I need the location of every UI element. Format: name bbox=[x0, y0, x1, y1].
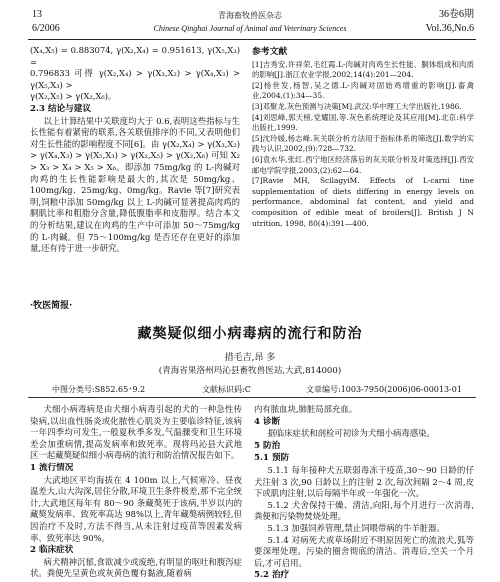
article-authors: 措毛吉,昂 多 bbox=[224, 353, 276, 363]
section-heading: 5 防治 bbox=[254, 440, 281, 451]
reference-item: [7]Ravie MH, ScilagyiM. Effects of L-carni tine supplementation of diets differing in energy levels on performance, abdominal fat content, and yield and composition of edible meat of broilers[J]. British J N utrition, 1998, 80(4):391—400. bbox=[252, 176, 474, 228]
page-number: 13 bbox=[32, 9, 42, 20]
reference-item: [6]袁水华,张红.西宁地区经济落后的灰关联分析及对策选择[J].西安邮电学院学报,2003,(2):62—64. bbox=[252, 154, 474, 175]
article-id: 文章编号:1003-7950(2006)06-00013-01 bbox=[306, 385, 462, 394]
reference-item: [5]沈玲媛,杨志峰.灰关联分析方法用于指标体系的筛选[J].数学的实践与认识,2002,(9):728—732. bbox=[252, 133, 474, 154]
reference-item: [4]刘思峰,郭天榜,党耀国,等.灰色系统理论及其应用[M].北京:科学出版社,1999. bbox=[252, 112, 474, 133]
intro-paragraph: 犬细小病毒病是由犬细小病毒引起的犬的一种急性传染病,以出血性肠炎或化脓性心肌炎为主要临诊特征,该病一年四季均可发生,一般夏秋季多发,气温骤变和卫生环境差会加重病情,提高发病率和致死率。现将玛沁县大武地区一起藏獒疑似细小病毒病的流行和防治情况报告如下。 bbox=[30, 404, 242, 461]
paragraph: 5.1.1 每年接种犬五联弱毒冻干疫苗,30～90 日龄的仔犬注射 3 次,90 日龄以上的注射 2 次,每次间隔 2～4 周,皮下或肌肉注射,以后每隔半年或一年强化一次。 bbox=[254, 464, 474, 499]
paragraph: 以上计算结果中关联度均大于 0.6,表明这些指标与生长性能有着紧密的联系,各关联值排序的不同,又表明他们对生长性能的影响程度不同[6]。由 γ(X₂,X₄) > γ(X₃,X₂) > γ(X₄,X₃) > γ(X₅,X₃) > γ(X₂,X₅) > γ(X₂,X₆) 可知 X₂ > X₃ > X₄ > X₅ > X₆。即添加 75mg/kg 的 L-肉碱对肉鸡的生长性能影响是最大的,其次是 50mg/kg、100mg/kg、25mg/kg、0mg/kg。Ravie 等[7]研究表明,饲粮中添加 50mg/kg 以上 L-肉碱可显著提高肉鸡的胴肌比率和粗脂分含量,降低腹脂率和皮脂厚。结合本文的分析结果,建议在肉鸡的生产中可添加 50～75mg/kg 的 L-肉碱。但 75～100mg/kg 是否还存在更好的添加量,还有待于进一步研究。 bbox=[30, 115, 240, 254]
formula-line: 0.796833 可得 γ(X₂,X₄) > γ(X₃,X₂) > γ(X₄,X₃) > γ(X₅,X₃) > bbox=[30, 68, 240, 90]
body-left-column bbox=[30, 404, 242, 580]
paragraph: 大武地区平均海拔在 4 100m 以上,气候寒冷、昼夜温差大,山大沟深,居住分散,环境卫生条件极差,那不完全统计,大武地区每年有 80～90 条藏獒死于该病,半岁以内的藏獒发病率、致死率高达 98%以上,青年藏獒病例较轻,但因治疗不及时,方法不得当,从未注射过疫苗等因素发病率、致死率达 90%。 bbox=[30, 474, 242, 543]
section-heading: 2 临床症状 bbox=[30, 545, 74, 556]
reference-item: [3]邓聚龙.灰色预测与决策[M].武汉:华中理工大学出版社,1986. bbox=[252, 101, 462, 111]
header-right bbox=[426, 8, 474, 36]
formula-line: (X₄,X₅) = 0.883074, γ(X₂,X₄) = 0.951613, γ(X₅,X₃) = bbox=[30, 45, 240, 67]
reference-item: [1]吉秀安,许祥荣,毛红霞.L-肉碱对肉鸡生长性能、胴体组成和肉质的影响[J].浙江农业学报,2002,14(4):201—204. bbox=[252, 59, 474, 80]
volume-cn: 36卷6期 bbox=[439, 9, 474, 20]
paragraph: 据临床症状和剖检可初诊为犬细小病毒感染。 bbox=[267, 428, 435, 439]
section-tag: ·牧医简报· bbox=[30, 301, 73, 311]
reference-item: [2]杨世发,杨智,吴之德.L-肉碱对固始鸡增重的影响[J].畜禽业,2004,(1):34—35. bbox=[252, 80, 474, 101]
body-right-column bbox=[254, 404, 474, 582]
references-heading: 参考文献 bbox=[252, 47, 288, 57]
section-heading: 2.3 结论与建议 bbox=[30, 103, 91, 114]
top-left-column bbox=[30, 45, 240, 255]
references bbox=[252, 47, 474, 229]
article-title: 藏獒疑似细小病毒病的流行和防治 bbox=[137, 326, 363, 342]
volume-en: Vol.36,No.6 bbox=[425, 23, 474, 34]
formula-line: γ(X₂,X₅) > γ(X₂,X₆)。 bbox=[30, 91, 117, 102]
section-heading: 1 流行情况 bbox=[30, 462, 74, 473]
article-affiliation: (青海省果洛州玛沁县畜牧兽医站,大武,814000) bbox=[158, 366, 342, 376]
section-heading: 4 诊断 bbox=[254, 416, 281, 427]
paragraph: 内有脓血块,肺脏局部充血。 bbox=[254, 404, 358, 414]
issue-date: 6/2006 bbox=[32, 23, 60, 34]
header-rule bbox=[28, 39, 476, 40]
clc-number: 中图分类号:S852.65⁺9.2 bbox=[52, 385, 146, 394]
meta-rule bbox=[28, 397, 476, 398]
paragraph: 5.1.3 加强饲养管理,禁止饲喂带病的牛羊脏器。 bbox=[267, 522, 445, 533]
journal-title-cn: 青海畜牧兽医杂志 bbox=[218, 11, 282, 20]
journal-title-en: Chinese Qinghai Journal of Animal and Veterinary Sciences bbox=[153, 24, 347, 33]
subsection-heading: 5.1 预防 bbox=[254, 453, 290, 464]
document-code: 文献标识码:C bbox=[202, 385, 251, 394]
paragraph: 5.1.4 对病死犬或草场附近不明原因死亡的流浪犬,狐等要深埋处理。污染的圈舍彻底的清洁、消毒后,空关一个月后,才可启用。 bbox=[254, 534, 474, 568]
paragraph: 5.1.2 犬舍保持干燥、清洁,向阳,每个月进行一次消毒,粪便和污染物焚烧处理。 bbox=[254, 499, 474, 522]
subsection-heading: 5.2 治疗 bbox=[254, 570, 290, 581]
paragraph: 病犬精神沉郁,食欲减少或废绝,有明显的呕吐和腹泻症状。粪便先呈黄色或灰黄色覆有黏液,随着病 bbox=[30, 556, 242, 579]
